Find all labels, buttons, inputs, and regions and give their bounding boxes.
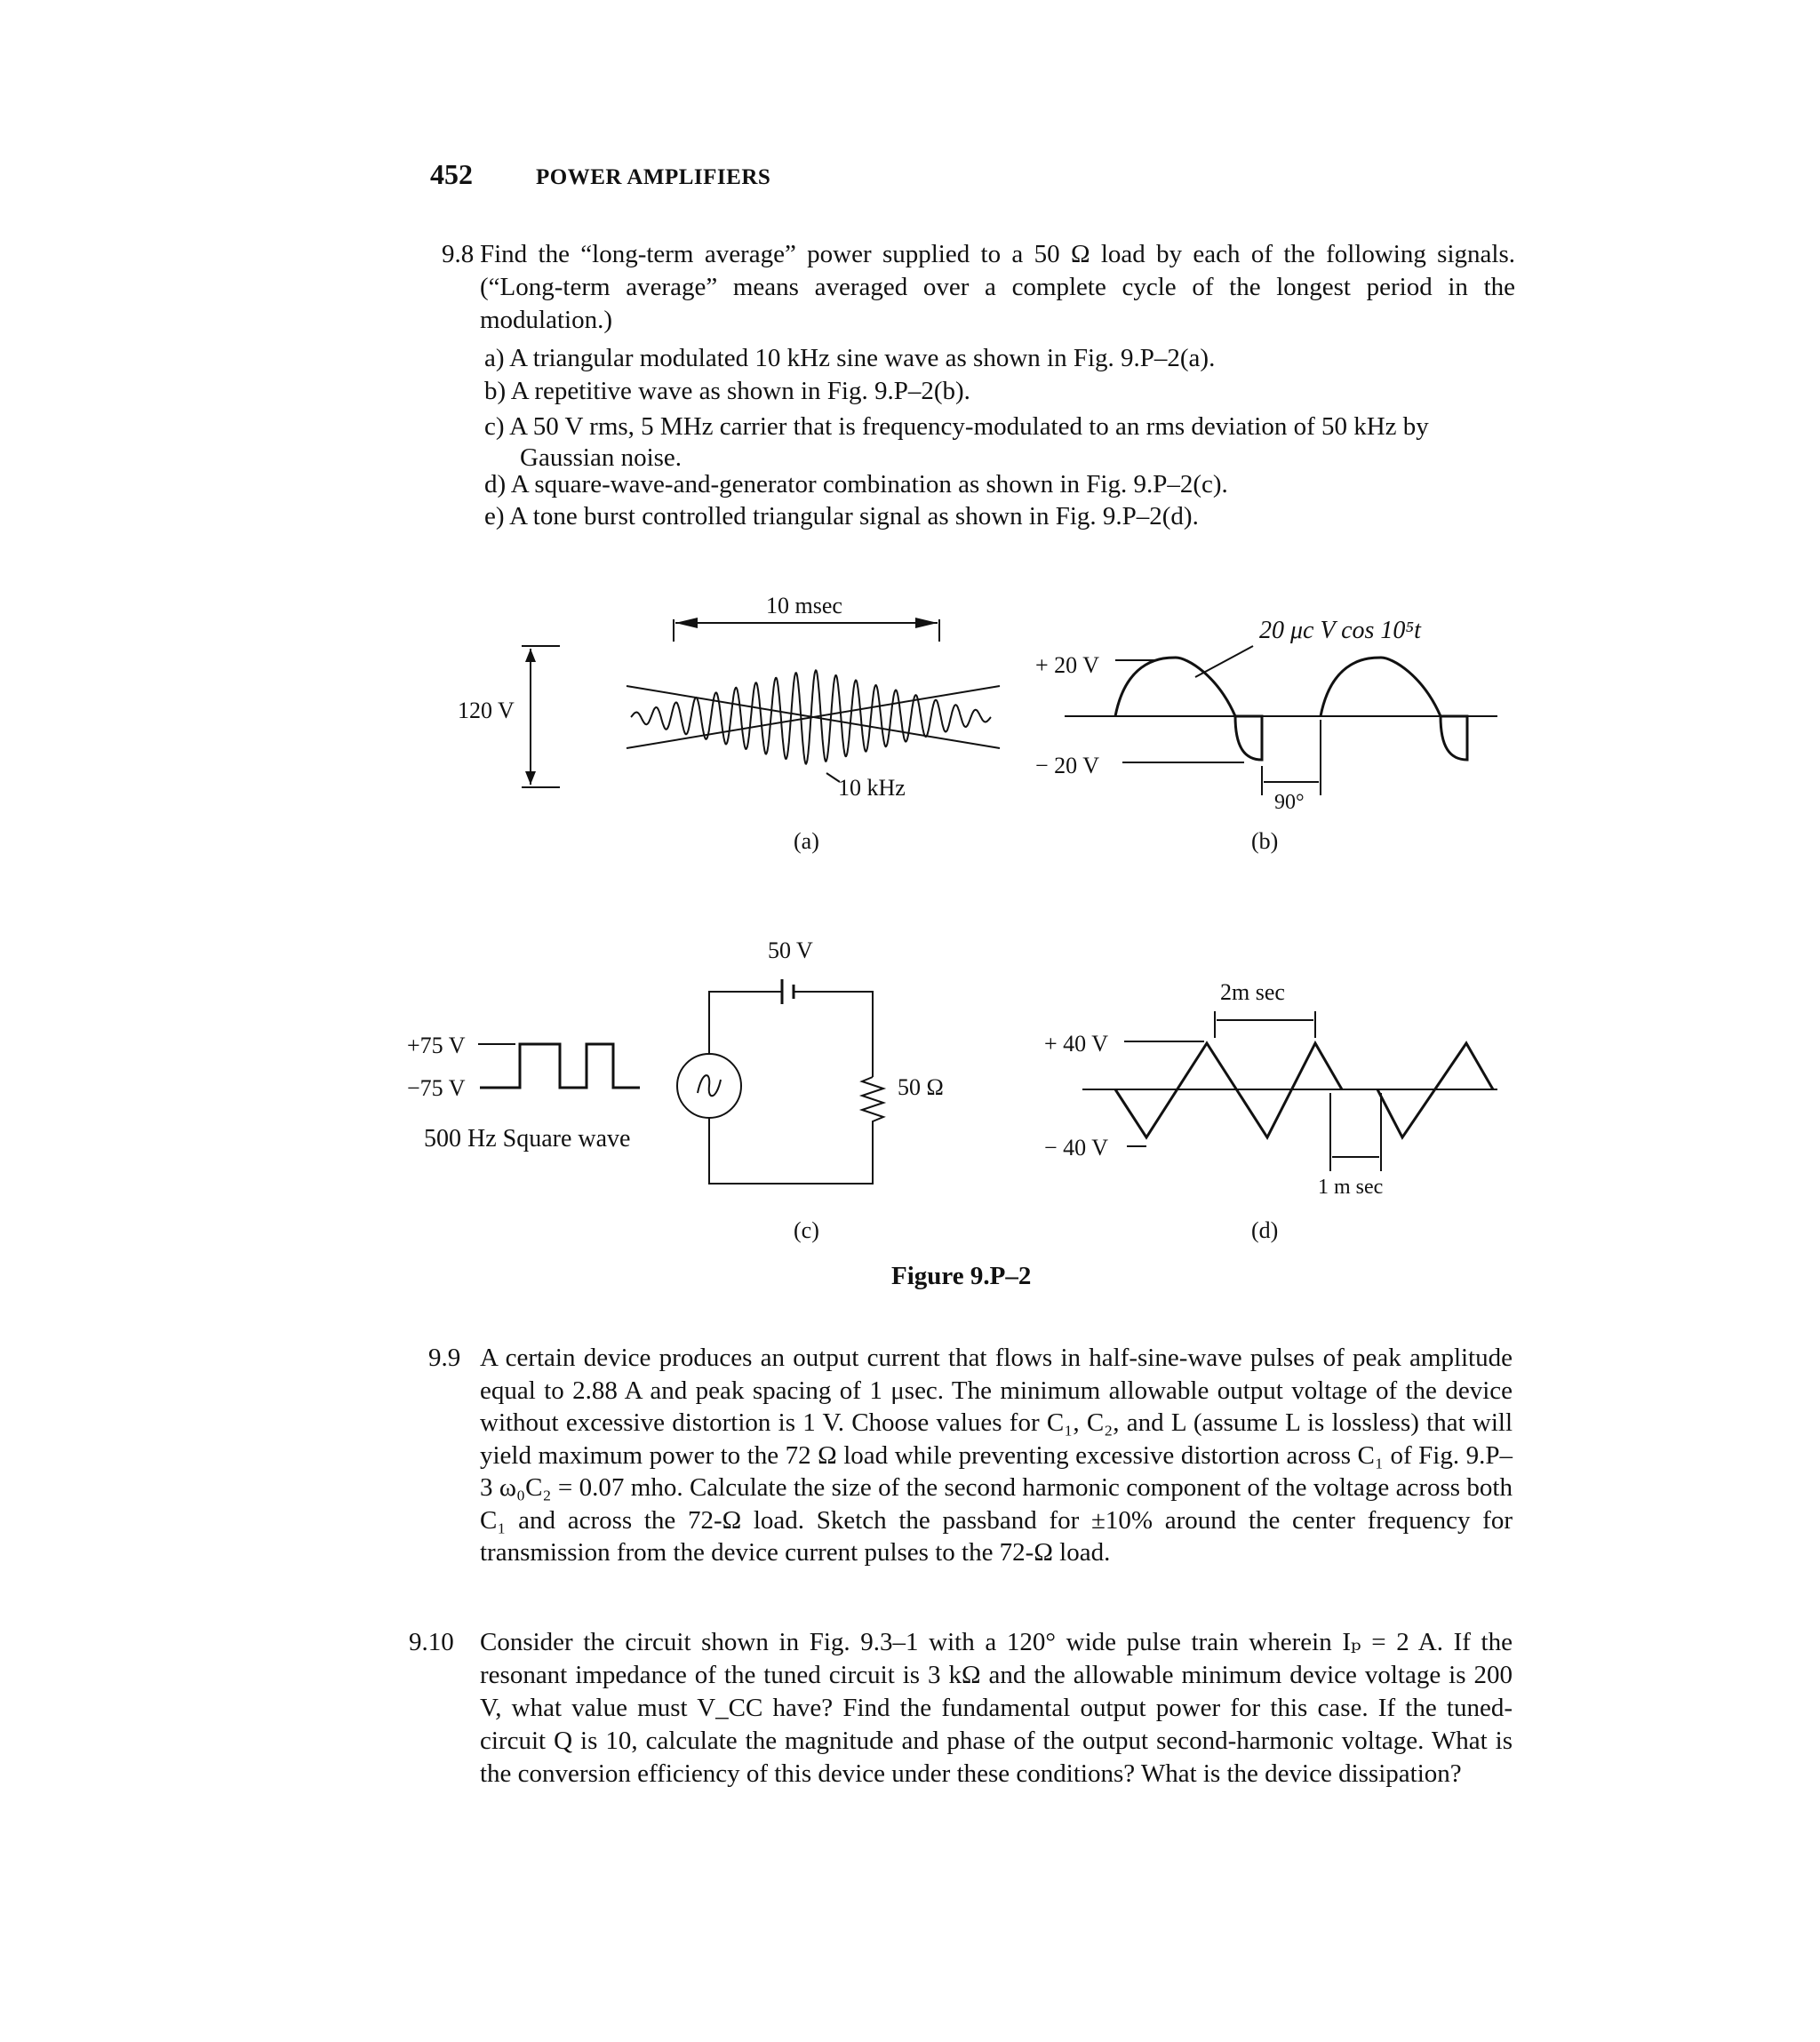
panel-label-c: (c) — [794, 1217, 819, 1243]
plus-label: + 40 V — [1044, 1031, 1108, 1057]
figure-caption: Figure 9.P–2 — [891, 1262, 1032, 1290]
sine-segment-1 — [1115, 658, 1262, 760]
page-number: 452 — [430, 158, 473, 190]
period-label: 2m sec — [1220, 979, 1285, 1005]
panel-d — [1044, 979, 1497, 1243]
subitem-a: a) A triangular modulated 10 kHz sine wave as shown in Fig. 9.P–2(a). — [484, 344, 1216, 372]
arrowhead-icon — [525, 649, 536, 662]
formula-label: 20 μc V cos 10⁵t — [1259, 617, 1421, 644]
sine-glyph-icon — [698, 1075, 721, 1096]
formula-leader — [1195, 646, 1253, 677]
panel-label-a: (a) — [794, 828, 819, 854]
arrowhead-icon — [675, 618, 698, 628]
problem-text: Consider the circuit shown in Fig. 9.3–1 with a 120° wide pulse train wherein Iₚ = 2 A. If the resonant impedance of the tuned circuit is 3 kΩ and the allowable minimum device voltage is 200 V, what value must V_CC have? Find the fundamental output power for this case. If the tuned-circuit Q is 10, calculate the magnitude and phase of the output second-harmonic voltage. What is the conversion efficiency of this device under these conditions? What is the device dissipation? — [480, 1628, 1513, 1788]
minus-label: −75 V — [407, 1075, 466, 1101]
panel-b — [1035, 617, 1497, 854]
resistor-icon — [709, 1077, 883, 1184]
plus-label: + 20 V — [1035, 652, 1099, 678]
square-wave — [480, 1044, 640, 1088]
source-label: 50 V — [768, 937, 813, 963]
running-title: POWER AMPLIFIERS — [536, 165, 771, 189]
subitem-c: c) A 50 V rms, 5 MHz carrier that is frequency-modulated to an rms deviation of 50 kHz by — [484, 412, 1429, 441]
arrowhead-icon — [525, 771, 536, 785]
period-label: 10 msec — [766, 593, 842, 618]
plus-label: +75 V — [407, 1033, 466, 1058]
gap-label: 90° — [1274, 791, 1305, 814]
load-label: 50 Ω — [898, 1074, 944, 1100]
problem-number: 9.9 — [428, 1344, 461, 1372]
problem-number: 9.8 — [442, 240, 475, 268]
panel-c — [407, 937, 944, 1243]
problem-number: 9.10 — [409, 1628, 454, 1656]
amplitude-label: 120 V — [458, 698, 515, 723]
panel-label-b: (b) — [1251, 828, 1279, 854]
minus-label: − 20 V — [1035, 753, 1099, 778]
subitem-b: b) A repetitive wave as shown in Fig. 9.P–2(b). — [484, 377, 970, 405]
problem-intro: Find the “long-term average” power supplied to a 50 Ω load by each of the following signals. (“Long-term average” means averaged over a complete cycle of the longest period in the modulation.) — [480, 240, 1515, 334]
problem-text: A certain device produces an output current that flows in half-sine-wave pulses of peak amplitude equal to 2.88 A and peak spacing of 1 μsec. The minimum allowable output voltage of the device without excessive distortion is 1 V. Choose values for C₁, C₂, and L (assume L is lossless) that will yield maximum power to the 72 Ω load while preventing excessive distortion across C₁ of Fig. 9.P–3 ω₀C₂ = 0.07 mho. Calculate the size of the second harmonic component of the voltage across both C₁ and across the 72-Ω load. Sketch the passband for ±10% around the center frequency for transmission from the device current pulses to the 72-Ω load. — [480, 1344, 1513, 1567]
subitem-d: d) A square-wave-and-generator combination as shown in Fig. 9.P–2(c). — [484, 470, 1228, 499]
subitem-c-continued: Gaussian noise. — [520, 443, 682, 472]
gap-label: 1 m sec — [1318, 1176, 1384, 1199]
sine-segment-2 — [1321, 658, 1467, 760]
subitem-e: e) A tone burst controlled triangular signal as shown in Fig. 9.P–2(d). — [484, 502, 1199, 530]
panel-a — [458, 593, 1000, 854]
minus-label: − 40 V — [1044, 1135, 1108, 1161]
triangular-modulated-sine — [631, 670, 991, 763]
freq-label: 10 kHz — [838, 775, 906, 801]
panel-label-d: (d) — [1251, 1217, 1279, 1243]
arrowhead-icon — [915, 618, 938, 628]
wave-label: 500 Hz Square wave — [424, 1125, 631, 1153]
